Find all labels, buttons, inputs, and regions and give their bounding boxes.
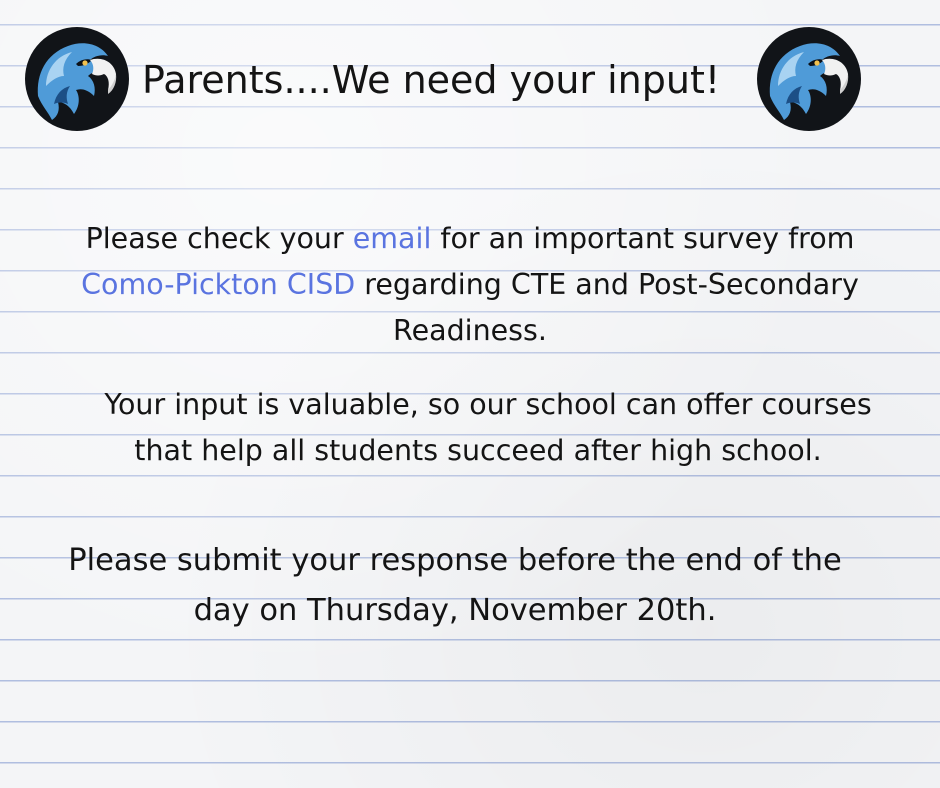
survey-notice-text: Please check your xyxy=(85,222,353,255)
survey-notice-text: for an important survey from xyxy=(431,222,855,255)
survey-notice-paragraph xyxy=(0,216,940,354)
survey-notice-text: regarding CTE and Post-Secondary xyxy=(355,268,859,301)
eagle-mascot-icon xyxy=(24,26,130,132)
input-value-line-1: Your input is valuable, so our school can offer courses xyxy=(104,388,872,421)
survey-notice-line-2 xyxy=(0,262,940,308)
survey-notice-line-1 xyxy=(0,216,940,262)
input-value-paragraph xyxy=(0,382,940,474)
email-link[interactable]: email xyxy=(352,222,432,255)
deadline-paragraph xyxy=(0,536,940,636)
page-headline: Parents....We need your input! xyxy=(142,58,721,102)
district-link[interactable]: Como-Pickton CISD xyxy=(81,268,356,301)
deadline-line-2: day on Thursday, November 20th. xyxy=(193,593,717,628)
eagle-mascot-logo-right xyxy=(756,26,862,132)
deadline-line-1: Please submit your response before the end of the xyxy=(68,543,842,578)
eagle-mascot-icon xyxy=(756,26,862,132)
eagle-mascot-logo-left xyxy=(24,26,130,132)
survey-notice-line-3: Readiness. xyxy=(393,314,547,347)
input-value-line-2: that help all students succeed after high school. xyxy=(134,434,822,467)
